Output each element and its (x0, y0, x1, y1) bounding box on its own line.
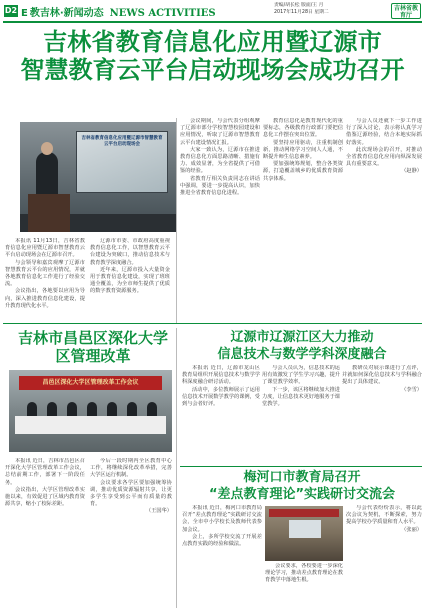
section-rule (180, 466, 422, 467)
meihekou-paragraph: 会议要求，各校要进一步深化理论学习，推动差点教育理论在教育教学中落地生根。 (265, 563, 343, 584)
section-name: 教吉林·新闻动态 (29, 8, 104, 19)
podium (28, 194, 70, 232)
meihekou-column-3 (346, 505, 422, 608)
section-title (21, 4, 218, 19)
lead-paragraph: 大家一致认为，辽源市在推进教育信息化方面思路清晰、措施有力、成效显著，为全省提供了可借鉴的经验。 (180, 146, 260, 175)
speaker-head (41, 142, 53, 155)
header-info (274, 3, 329, 16)
column-divider (176, 328, 177, 608)
page-number: D2 (4, 6, 18, 15)
lead-headline-line2: 智慧教育云平台启动现场会成功召开 (20, 56, 405, 84)
meeting-banner: 昌邑区深化大学区管理改革工作会议 (19, 376, 162, 390)
changyi-column-1 (5, 458, 85, 608)
projection-screen-text: 吉林省教育信息化应用暨辽源市智慧教育云平台启动现场会 (81, 136, 163, 147)
lead-paragraph: 本报讯 11月13日，吉林省教育信息化应用暨辽源市智慧教育云平台启动现场会在辽源市召开。 (5, 238, 85, 259)
changyi-byline: （王国华） (146, 508, 172, 515)
lead-column-5 (346, 118, 422, 318)
lead-photo (20, 122, 176, 232)
changyi-photo (9, 370, 172, 452)
lead-paragraph: 辽源市市委、市政府高度重视教育信息化工作，以智慧教育云平台建设为突破口，推动信息技术与教育教学深度融合。 (90, 238, 170, 266)
lead-column-1 (5, 238, 85, 318)
liaoyuan-paragraph: 下一步，该区将继续加大推进力度，让信息技术更好地服务于课堂教学。 (262, 386, 340, 408)
changyi-paragraph: 会议要求各学区要加强统筹协调，推动优质资源辐射共享，让更多学生享受到公平而有质量的教育。 (90, 479, 172, 508)
lead-paragraph: 省教育厅相关负责同志在讲话中强调，要进一步提高认识，加快推进全省教育信息化进程。 (180, 175, 260, 197)
meihekou-headline-line1: 梅河口市教育局召开 (243, 470, 361, 485)
lead-paragraph: 与会人员还就下一步工作进行了深入讨论，表示将认真学习借鉴辽源经验，结合本地实际抓好落实。 (346, 118, 422, 146)
section-prefix: E (21, 8, 28, 19)
changyi-paragraph: 本报讯 近日，吉林市昌邑区召开深化大学区管理改革工作会议，总结前期工作，部署下一阶段任务。 (5, 458, 85, 486)
lead-paragraph: 近年来，辽源市投入大量资金用于教育信息化建设，实现了班班通全覆盖，为全市师生提供了优质的数字教育资源服务。 (90, 266, 170, 295)
liaoyuan-headline-line1: 辽源市辽源江区大力推动 (230, 330, 374, 345)
liaoyuan-byline: （李雪） (401, 386, 422, 393)
meihekou-column-2 (265, 563, 343, 608)
lead-paragraph: 要加强统筹规划，整合各类资源，打造覆盖城乡的优质教育资源共享体系。 (263, 161, 343, 182)
liaoyuan-paragraph: 活动中，多位教师展示了运用信息技术开展数学教学的课例，受到与会者好评。 (182, 386, 260, 408)
section-rule (3, 323, 422, 324)
lead-paragraph: 会议期间，与会代表分组观摩了辽源市部分学校智慧校园建设和应用情况，听取了辽源市智慧教育云平台建设情况汇报。 (180, 118, 260, 146)
lead-column-3 (180, 118, 260, 318)
lead-paragraph: 会议指出，各地要以应用为导向，深入推进教育信息化建设，提升教育现代化水平。 (5, 288, 85, 309)
hall-screen (289, 520, 321, 538)
changyi-paragraph: 今后一段时期内全区教育中心工作，将继续深化改革举措，完善大学区运行机制。 (90, 458, 172, 479)
liaoyuan-paragraph: 本报讯 近日，辽源市龙山区教育局组织开展信息技术与数学学科深度融合研讨活动。 (182, 365, 260, 386)
meihekou-paragraph: 与会代表纷纷表示，将以此次会议为契机，不断探索，努力提高学校办学质量和育人水平。 (346, 505, 422, 526)
meihekou-byline: （张丽） (401, 526, 422, 533)
lead-paragraph: 要坚持应用驱动，注重机制创新，推动网络学习空间人人通，不断提升师生信息素养。 (263, 139, 343, 161)
changyi-headline: 吉林市昌邑区深化大学区管理改革 (17, 329, 168, 365)
meeting-table (15, 416, 166, 434)
lead-byline: （赵静） (401, 168, 422, 175)
meihekou-headline (182, 469, 422, 503)
meihekou-paragraph: 会上，多所学校交流了开展差点教育实践的经验和做法。 (182, 533, 262, 548)
lead-column-4 (263, 118, 343, 318)
lead-paragraph: 此次现场会的召开，对推动全省教育信息化应用向纵深发展具有重要意义。 (346, 146, 422, 168)
editor-line: 责编/胡长松 版面/王 月 (274, 3, 324, 8)
liaoyuan-column-2 (262, 365, 340, 464)
hall-banner (269, 509, 339, 517)
publisher-logo: 吉林省教育厅 (391, 3, 421, 19)
liaoyuan-paragraph: 教研员对展示课进行了点评，并就如何深化信息技术与学科融合提出了具体建议。 (342, 365, 422, 386)
liaoyuan-paragraph: 与会人员认为，信息技术的运用有效激发了学生学习兴趣，提升了课堂教学效率。 (262, 365, 340, 386)
liaoyuan-headline-line2: 信息技术与数学学科深度融合 (217, 347, 387, 362)
lead-column-2 (90, 238, 170, 318)
lead-paragraph: 教育信息化是教育现代化的重要标志，各级教育行政部门要把信息化工作摆在突出位置。 (263, 118, 343, 139)
changyi-column-2 (90, 458, 172, 608)
liaoyuan-column-1 (182, 365, 260, 464)
meihekou-photo (265, 506, 343, 561)
changyi-paragraph: 会议指出，大学区管理改革实施以来，有效促进了区域内教育资源共享，缩小了校际差距。 (5, 486, 85, 508)
lead-paragraph: 与会领导和嘉宾观摩了辽源市智慧教育云平台的应用情况，并就各地教育信息化工作进行了经验交流。 (5, 259, 85, 288)
meihekou-column-1 (182, 505, 262, 608)
lead-headline-line1: 吉林省教育信息化应用暨辽源市 (43, 28, 382, 56)
date-line: 2017年11月28日 星期二 (274, 9, 329, 15)
meihekou-paragraph: 本报讯 近日，梅河口市教育局召开“差点教育理论”实践研讨交流会，全市中小学校长及教师代表参加会议。 (182, 505, 262, 533)
liaoyuan-column-3 (342, 365, 422, 464)
section-english: NEWS ACTIVITIES (109, 8, 216, 19)
column-divider (176, 118, 177, 323)
meihekou-headline-line2: “差点教育理论”实践研讨交流会 (208, 487, 396, 502)
header-rule (3, 21, 422, 23)
liaoyuan-headline (182, 329, 422, 363)
